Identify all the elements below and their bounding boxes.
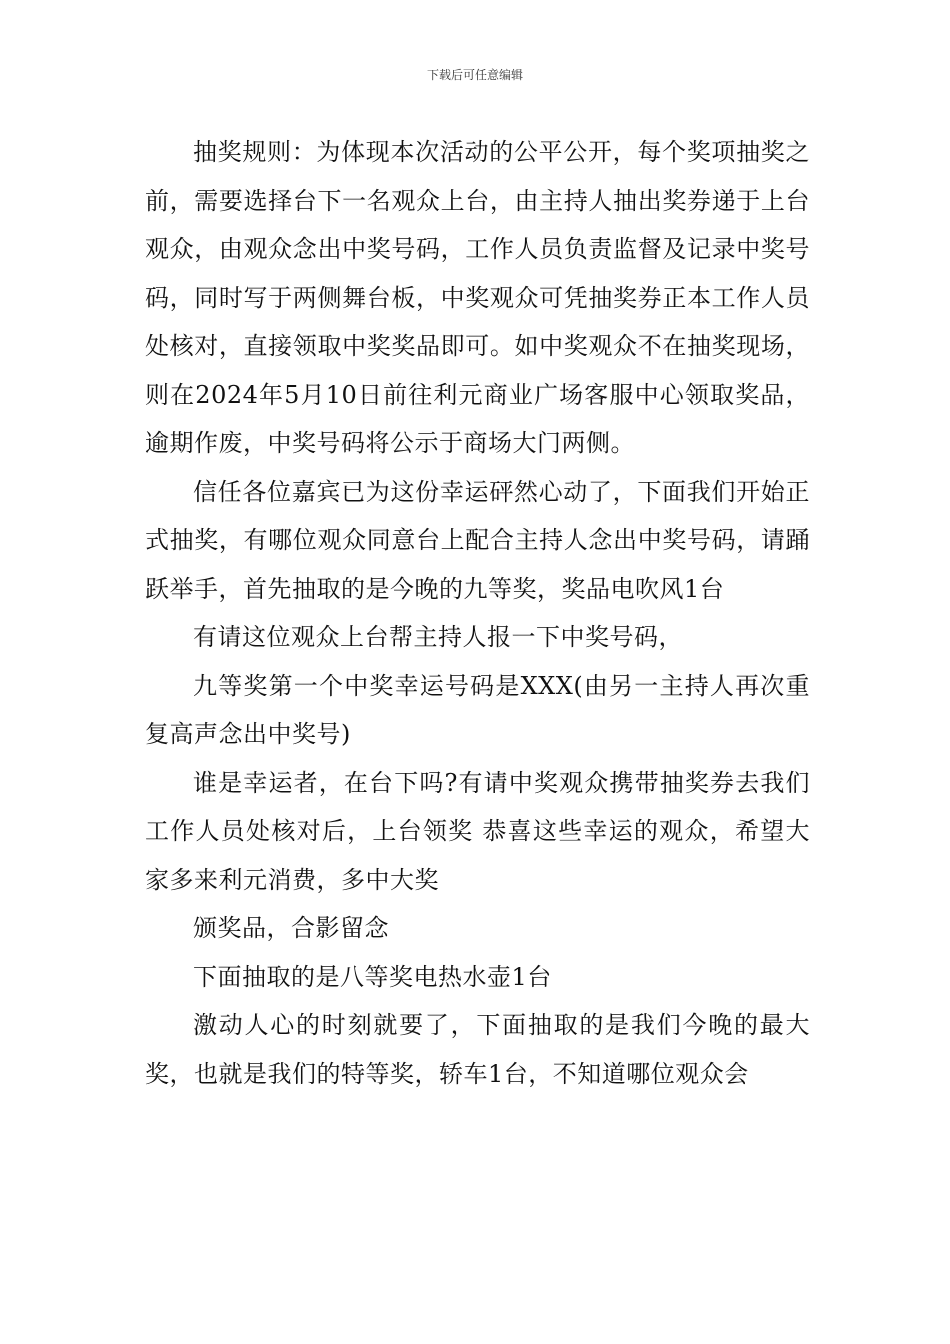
paragraph-lottery-rules: 抽奖规则：为体现本次活动的公平公开，每个奖项抽奖之前，需要选择台下一名观众上台，由主持人抽出奖券递于上台观众，由观众念出中奖号码，工作人员负责监督及记录中奖号码，同时写于两侧舞台板，中奖观众可凭抽奖券正本工作人员处核对，直接领取中奖奖品即可。如中奖观众不在抽奖现场，则在2024年5月10日前往利元商业广场客服中心领取奖品，逾期作废，中奖号码将公示于商场大门两侧。	[145, 138, 810, 457]
paragraph-ninth-prize-number: 九等奖第一个中奖幸运号码是XXX(由另一主持人再次重复高声念出中奖号)	[145, 671, 810, 748]
paragraph-grand-prize: 激动人心的时刻就要了，下面抽取的是我们今晚的最大奖，也就是我们的特等奖，轿车1台，不知道哪位观众会	[145, 1011, 810, 1088]
paragraph-who-is-lucky: 谁是幸运者，在台下吗?有请中奖观众携带抽奖券去我们工作人员处核对后，上台领奖 恭喜这些幸运的观众，希望大家多来利元消费，多中大奖	[145, 768, 810, 894]
page-header: 下载后可任意编辑	[426, 68, 523, 82]
paragraph-start-draw: 信任各位嘉宾已为这份幸运砰然心动了，下面我们开始正式抽奖，有哪位观众同意台上配合主持人念出中奖号码，请踊跃举手，首先抽取的是今晚的九等奖，奖品电吹风1台	[145, 477, 810, 603]
paragraph-invite-audience: 有请这位观众上台帮主持人报一下中奖号码，	[193, 623, 683, 651]
paragraph-award-photo: 颁奖品，合影留念	[193, 914, 389, 942]
document-body	[145, 128, 810, 1098]
paragraph-eighth-prize: 下面抽取的是八等奖电热水壶1台	[193, 962, 552, 991]
